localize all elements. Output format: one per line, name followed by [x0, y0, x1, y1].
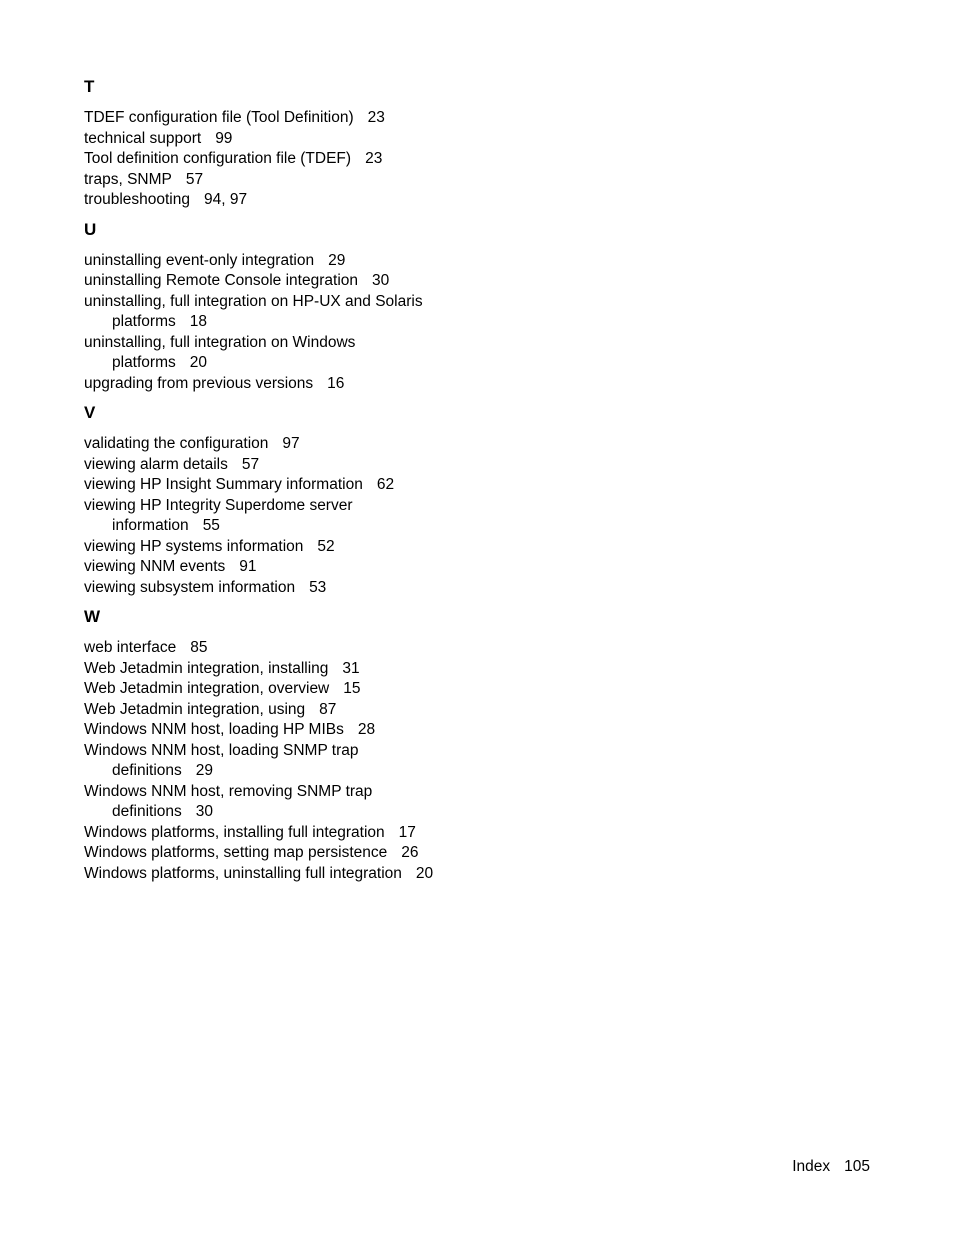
index-entry: [84, 108, 504, 129]
entry-line: [84, 578, 504, 599]
entry-term: Web Jetadmin integration, using: [84, 700, 306, 718]
entry-line: [84, 638, 504, 659]
entry-term: upgrading from previous versions: [84, 374, 314, 392]
index-entry: [84, 782, 504, 823]
entry-term: viewing HP systems information: [84, 537, 304, 555]
entry-line: [84, 129, 504, 150]
entry-term-continued: definitions: [112, 803, 182, 820]
index-entry: [84, 557, 504, 578]
entry-term: Web Jetadmin integration, overview: [84, 680, 330, 697]
index-entry: [84, 679, 504, 700]
entry-term: Windows platforms, installing full integration: [84, 823, 385, 841]
entry-page-numbers[interactable]: 30: [372, 272, 390, 289]
section-letter: V: [84, 403, 96, 422]
entry-line: [84, 170, 504, 191]
entry-term: traps, SNMP: [84, 170, 172, 188]
entry-page-numbers[interactable]: 29: [328, 251, 346, 269]
entry-term-continued: platforms: [112, 313, 176, 330]
entry-page-numbers[interactable]: 91: [239, 558, 257, 575]
entry-page-numbers[interactable]: 31: [342, 659, 360, 677]
entry-term: viewing HP Insight Summary information: [84, 476, 363, 493]
index-entry: [84, 475, 504, 496]
index-entry: [84, 271, 504, 292]
entry-line: [84, 271, 504, 292]
entry-term: uninstalling, full integration on HP-UX and Solaris: [84, 292, 423, 310]
index-entry: [84, 864, 504, 885]
index-entry: [84, 170, 504, 191]
entry-term: Windows platforms, setting map persistence: [84, 844, 388, 861]
entry-continuation: [84, 761, 504, 782]
index-section-w: [84, 606, 504, 884]
index-entry: [84, 537, 504, 558]
entry-line: [84, 108, 504, 129]
index-column: [84, 76, 504, 892]
entry-line: [84, 537, 504, 558]
entry-term: Windows NNM host, loading HP MIBs: [84, 721, 344, 738]
index-entry: [84, 149, 504, 170]
entry-term: viewing subsystem information: [84, 578, 296, 596]
footer-page-number: 105: [844, 1158, 870, 1175]
entry-page-numbers[interactable]: 94, 97: [204, 191, 248, 208]
entry-page-numbers[interactable]: 16: [327, 374, 345, 392]
entry-continuation: [84, 353, 504, 374]
page-footer: [792, 1157, 870, 1177]
index-entry: [84, 374, 504, 395]
entry-line: [84, 292, 504, 313]
entry-term: Web Jetadmin integration, installing: [84, 659, 329, 677]
entry-term: validating the configuration: [84, 435, 269, 452]
entry-line: [84, 333, 504, 354]
entry-term: uninstalling, full integration on Windows: [84, 333, 356, 351]
entry-term: Windows platforms, uninstalling full integration: [84, 864, 402, 882]
index-entry: [84, 741, 504, 782]
entry-term: Tool definition configuration file (TDEF): [84, 150, 352, 167]
entry-page-numbers[interactable]: 18: [189, 313, 207, 330]
index-entry: [84, 823, 504, 844]
section-letter: W: [84, 607, 101, 626]
entry-page-numbers[interactable]: 15: [343, 680, 361, 697]
entry-continuation: [84, 802, 504, 823]
entry-page-numbers[interactable]: 85: [190, 639, 208, 656]
entry-page-numbers[interactable]: 62: [376, 476, 395, 493]
entry-page-numbers[interactable]: 52: [317, 537, 335, 555]
index-entry: [84, 638, 504, 659]
entry-term: Windows NNM host, removing SNMP trap: [84, 782, 373, 800]
index-section-u: [84, 219, 504, 395]
entry-page-numbers[interactable]: 20: [415, 864, 434, 882]
entry-page-numbers[interactable]: 23: [365, 150, 383, 167]
entry-page-numbers[interactable]: 87: [319, 700, 337, 718]
entry-term: uninstalling event-only integration: [84, 251, 315, 269]
entry-page-numbers[interactable]: 17: [398, 823, 416, 841]
entry-page-numbers[interactable]: 99: [215, 129, 233, 147]
entry-line: [84, 741, 504, 762]
entry-line: [84, 434, 504, 455]
index-section-t: [84, 76, 504, 211]
entry-term: viewing HP Integrity Superdome server: [84, 496, 353, 514]
index-entry: [84, 434, 504, 455]
entry-term: TDEF configuration file (Tool Definition): [84, 109, 354, 126]
entry-term: viewing NNM events: [84, 558, 226, 575]
index-entry: [84, 455, 504, 476]
section-letter: T: [84, 77, 95, 96]
entry-line: [84, 374, 504, 395]
entry-page-numbers[interactable]: 26: [401, 844, 419, 861]
entry-page-numbers[interactable]: 57: [241, 455, 260, 473]
entry-line: [84, 659, 504, 680]
entry-page-numbers[interactable]: 28: [357, 721, 376, 738]
entry-line: [84, 149, 504, 170]
entry-term-continued: information: [112, 517, 189, 534]
index-entry: [84, 129, 504, 150]
entry-term-continued: definitions: [112, 762, 182, 779]
entry-page-numbers[interactable]: 23: [367, 109, 385, 126]
entry-line: [84, 864, 504, 885]
entry-page-numbers[interactable]: 57: [185, 170, 204, 188]
entry-term: Windows NNM host, loading SNMP trap: [84, 741, 359, 759]
index-section-v: [84, 402, 504, 598]
index-entry: [84, 578, 504, 599]
entry-line: [84, 475, 504, 496]
entry-line: [84, 455, 504, 476]
entry-line: [84, 843, 504, 864]
index-entry: [84, 190, 504, 211]
entry-line: [84, 823, 504, 844]
index-entry: [84, 843, 504, 864]
entry-term: troubleshooting: [84, 191, 190, 208]
entry-term: viewing alarm details: [84, 455, 228, 473]
entry-line: [84, 496, 504, 517]
index-entry: [84, 333, 504, 374]
index-entry: [84, 659, 504, 680]
entry-page-numbers[interactable]: 20: [189, 354, 207, 371]
entry-page-numbers[interactable]: 29: [195, 762, 214, 779]
entry-page-numbers[interactable]: 55: [202, 517, 220, 534]
entry-line: [84, 190, 504, 211]
entry-term: web interface: [84, 639, 177, 656]
section-letter: U: [84, 219, 97, 239]
entry-line: [84, 251, 504, 272]
index-entry: [84, 700, 504, 721]
entry-line: [84, 679, 504, 700]
index-entry: [84, 292, 504, 333]
index-entry: [84, 720, 504, 741]
entry-line: [84, 782, 504, 803]
entry-page-numbers[interactable]: 30: [195, 803, 214, 820]
footer-label: Index: [792, 1158, 831, 1175]
entry-term: technical support: [84, 129, 202, 147]
entry-page-numbers[interactable]: 97: [282, 435, 300, 452]
entry-continuation: [84, 312, 504, 333]
entry-term-continued: platforms: [112, 354, 176, 371]
entry-line: [84, 700, 504, 721]
index-entry: [84, 496, 504, 537]
entry-line: [84, 720, 504, 741]
index-entry: [84, 251, 504, 272]
entry-page-numbers[interactable]: 53: [309, 578, 327, 596]
entry-term: uninstalling Remote Console integration: [84, 272, 358, 289]
entry-line: [84, 557, 504, 578]
entry-continuation: [84, 516, 504, 537]
